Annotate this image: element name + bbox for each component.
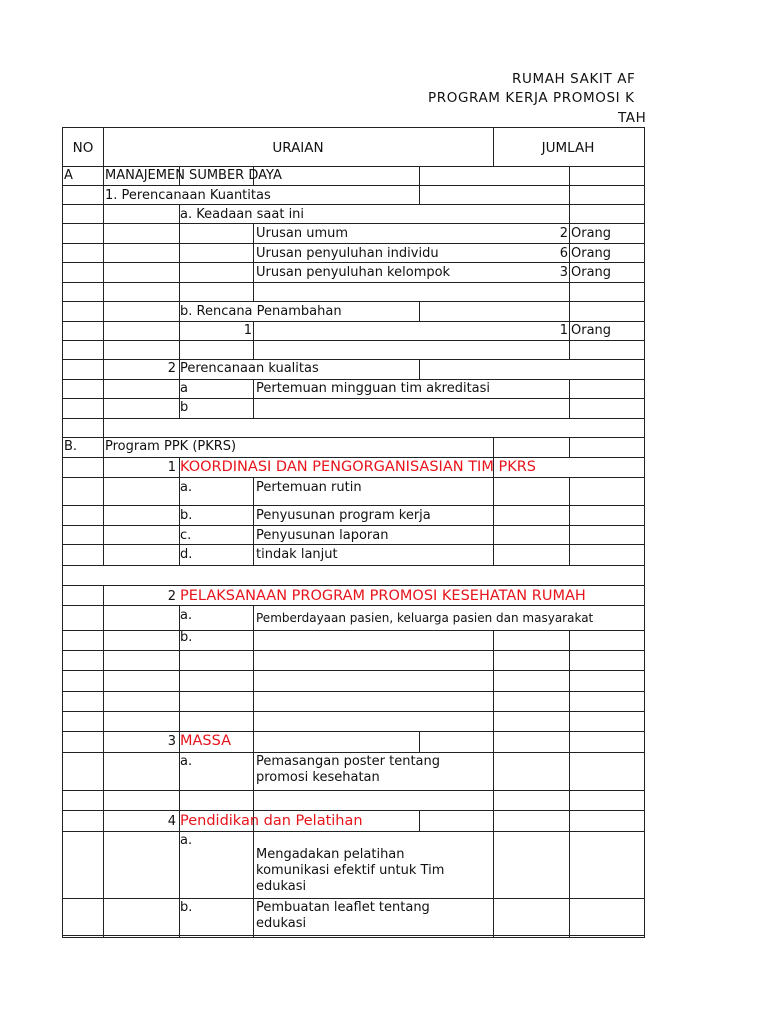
table-gridline <box>62 321 645 322</box>
staff-count: 3 <box>559 265 568 280</box>
table-gridline <box>62 437 645 438</box>
addition-plan-label: b. Rencana Penambahan <box>180 304 342 319</box>
table-gridline <box>62 831 645 832</box>
table-gridline <box>62 185 645 186</box>
item-letter: a. <box>180 480 193 495</box>
table-gridline <box>62 790 645 791</box>
table-gridline <box>62 379 645 380</box>
work-program-table <box>62 127 645 938</box>
column-header-no: NO <box>72 140 94 156</box>
leaflet-text: Pembuatan leaflet tentang edukasi <box>256 900 430 931</box>
section-b-letter: B. <box>64 439 78 454</box>
table-gridline <box>62 630 645 631</box>
table-gridline <box>62 262 645 263</box>
section-b-title: Program PPK (PKRS) <box>105 439 237 454</box>
table-gridline <box>62 670 645 671</box>
quality-item-letter: b <box>180 400 189 415</box>
column-header-jumlah: JUMLAH <box>541 140 595 156</box>
empowerment-text: Pemberdayaan pasien, keluarga pasien dan masyarakat <box>256 611 594 625</box>
section-a-title: MANAJEMEN SUMBER DAYA <box>105 168 282 183</box>
program-number: 4 <box>167 814 176 829</box>
table-gridline <box>62 605 645 606</box>
current-state-label: a. Keadaan saat ini <box>180 207 305 222</box>
coordination-program-title: KOORDINASI DAN PENGORGANISASIAN TIM PKRS <box>180 459 536 475</box>
table-gridline <box>62 505 645 506</box>
table-gridline <box>62 731 645 732</box>
table-gridline <box>62 398 645 399</box>
hospital-title: RUMAH SAKIT AF <box>512 71 636 87</box>
mass-program-title: MASSA <box>180 733 232 749</box>
program-number: 1 <box>167 460 176 475</box>
item-text: tindak lanjut <box>256 547 338 562</box>
year-title: TAH <box>618 110 647 126</box>
program-number: 2 <box>167 589 176 604</box>
staff-unit: Orang <box>571 226 612 241</box>
item-text: Penyusunan program kerja <box>256 508 431 523</box>
quality-item-letter: a <box>180 381 188 396</box>
table-gridline <box>62 127 645 128</box>
quantity-planning: 1. Perencanaan Kuantitas <box>105 188 271 203</box>
table-gridline <box>62 711 645 712</box>
program-title: PROGRAM KERJA PROMOSI K <box>428 90 635 106</box>
training-program-title: Pendidikan dan Pelatihan <box>180 813 363 829</box>
table-gridline <box>62 301 645 302</box>
table-gridline <box>62 585 645 586</box>
item-letter: a. <box>180 608 193 623</box>
table-gridline <box>62 650 645 651</box>
table-gridline <box>62 243 645 244</box>
program-number: 3 <box>167 734 176 749</box>
staff-unit: Orang <box>571 246 612 261</box>
table-gridline <box>62 223 645 224</box>
table-gridline <box>62 544 645 545</box>
table-gridline <box>62 418 645 419</box>
staff-count: 2 <box>559 226 568 241</box>
addition-plan-count: 1 <box>559 323 568 338</box>
table-gridline <box>62 898 645 899</box>
staff-unit: Orang <box>571 265 612 280</box>
staff-label: Urusan umum <box>256 226 349 241</box>
item-text: Penyusunan laporan <box>256 528 389 543</box>
table-gridline <box>62 340 645 341</box>
table-gridline <box>62 457 645 458</box>
section-a-letter: A <box>64 168 73 183</box>
staff-label: Urusan penyuluhan kelompok <box>256 265 451 280</box>
table-gridline <box>62 752 645 753</box>
item-letter: c. <box>180 528 192 543</box>
table-gridline <box>62 525 645 526</box>
item-letter: a. <box>180 754 193 769</box>
table-gridline <box>62 937 645 938</box>
table-gridline <box>62 359 645 360</box>
table-gridline <box>62 935 645 936</box>
implementation-program-title: PELAKSANAAN PROGRAM PROMOSI KESEHATAN RUMAH <box>180 588 586 604</box>
item-letter: b. <box>180 630 193 645</box>
quality-planning: Perencanaan kualitas <box>180 361 319 376</box>
training-text: Mengadakan pelatihan komunikasi efektif untuk Tim edukasi <box>256 847 445 894</box>
item-letter: d. <box>180 547 193 562</box>
poster-text: Pemasangan poster tentang promosi kesehatan <box>256 754 441 785</box>
table-gridline <box>62 166 645 167</box>
quality-planning-number: 2 <box>167 361 176 376</box>
weekly-meeting-text: Pertemuan mingguan tim akreditasi <box>256 381 491 396</box>
table-gridline <box>62 565 645 566</box>
addition-plan-unit: Orang <box>571 323 612 338</box>
item-letter: b. <box>180 508 193 523</box>
table-gridline <box>62 691 645 692</box>
table-gridline <box>62 204 645 205</box>
staff-label: Urusan penyuluhan individu <box>256 246 439 261</box>
item-text: Pertemuan rutin <box>256 480 362 495</box>
table-gridline <box>62 282 645 283</box>
column-header-uraian: URAIAN <box>272 140 324 156</box>
table-gridline <box>62 477 645 478</box>
addition-plan-number: 1 <box>243 323 252 338</box>
item-letter: b. <box>180 900 193 915</box>
staff-count: 6 <box>559 246 568 261</box>
item-letter: a. <box>180 833 193 848</box>
table-gridline <box>62 810 645 811</box>
